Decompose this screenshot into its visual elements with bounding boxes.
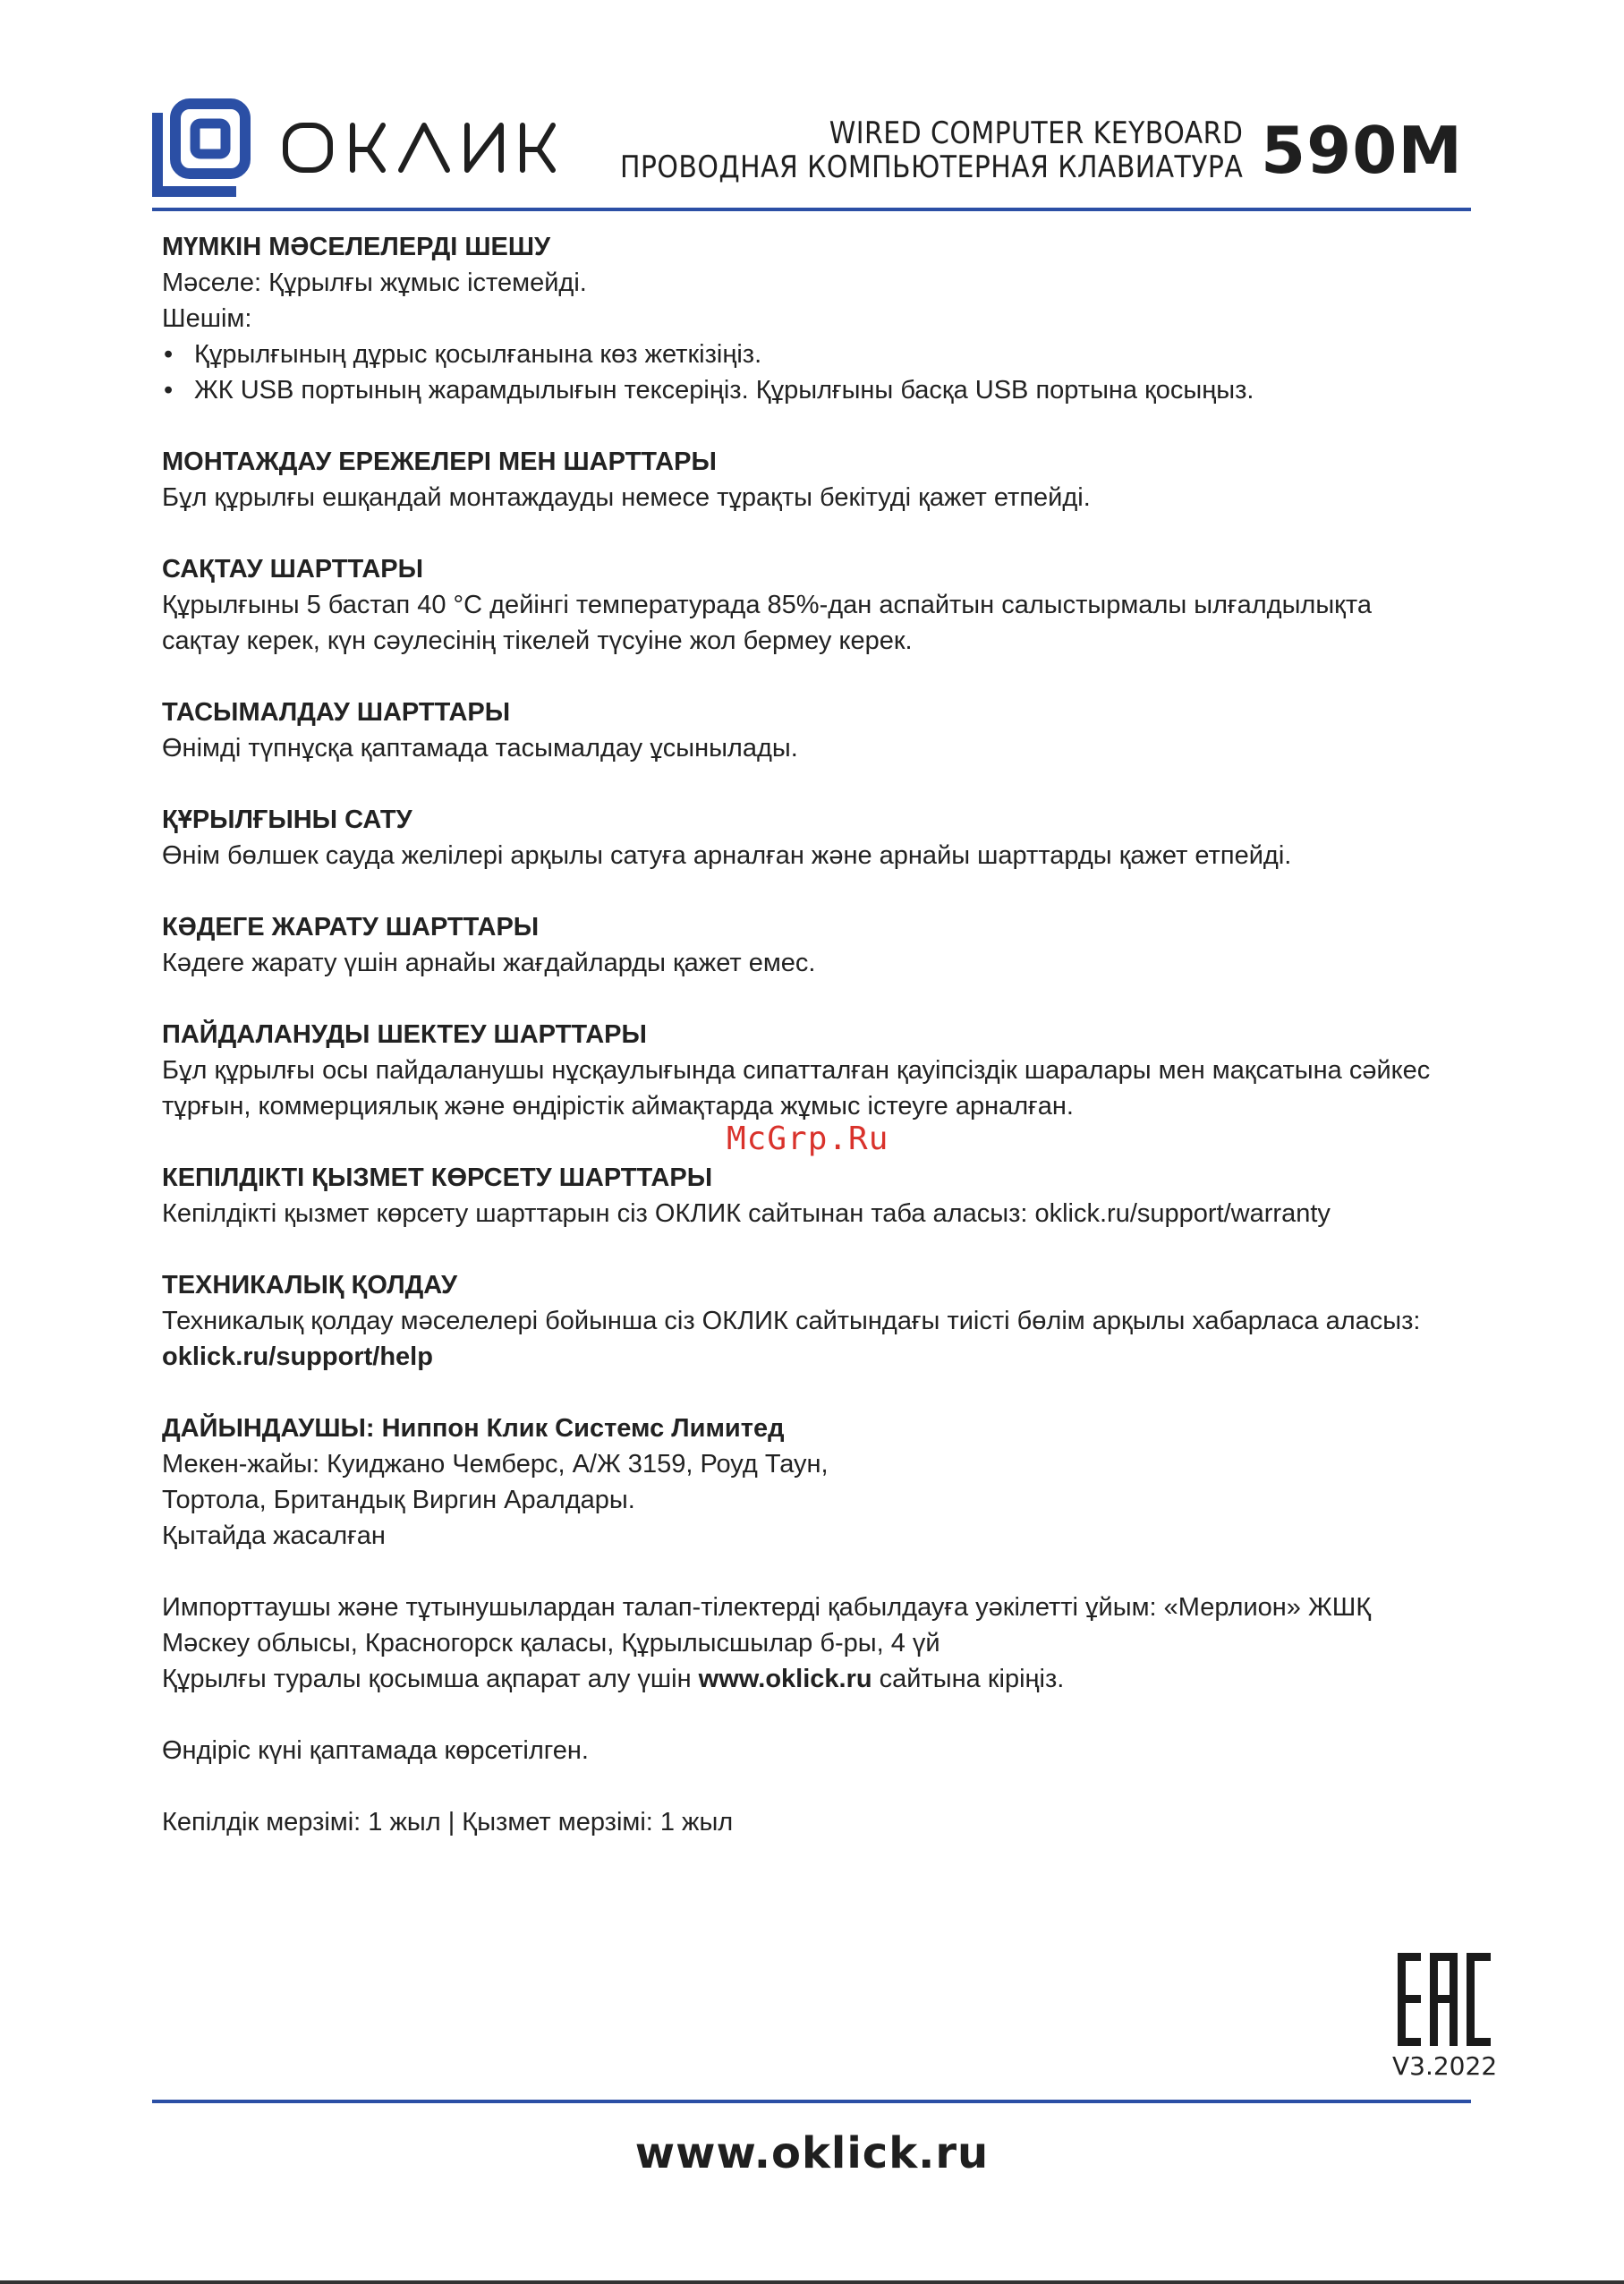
- brand-wordmark: [283, 121, 569, 175]
- brand-logo: [152, 98, 569, 197]
- troubleshooting-section: [162, 229, 1504, 408]
- section-text: Техникалық қолдау мәселелері бойынша сіз ОКЛИК сайтындағы тиісті бөлім арқылы хабарласа аласыз:: [162, 1307, 1421, 1335]
- section-title: ТАСЫМАЛДАУ ШАРТТАРЫ: [162, 698, 511, 727]
- section-text: Құрылғыны 5 бастап 40 °С дейінгі температурада 85%-дан аспайтын салыстырмалы ылғалдылықта: [162, 591, 1372, 619]
- problem-text: Мәселе: Құрылғы жұмыс істемейді.: [162, 268, 587, 297]
- section-text: Кәдеге жарату үшін арнайы жағдайларды қажет емес.: [162, 949, 816, 977]
- importer-address: Мәскеу облысы, Красногорск қаласы, Құрылысшылар б-ры, 4 үй: [162, 1629, 940, 1658]
- disposal-section: [162, 909, 1504, 981]
- oklick-logo-icon: [152, 98, 251, 197]
- header-divider: [152, 208, 1471, 211]
- product-type-ru: ПРОВОДНАЯ КОМПЬЮТЕРНАЯ КЛАВИАТУРА: [619, 149, 1244, 185]
- section-text: Бұл құрылғы осы пайдаланушы нұсқаулығында сипатталған қауіпсіздік шаралары мен мақсатына сәйкес: [162, 1056, 1431, 1085]
- warranty-section: [162, 1160, 1504, 1231]
- section-title: ПАЙДАЛАНУДЫ ШЕКТЕУ ШАРТТАРЫ: [162, 1020, 647, 1049]
- list-item: • Құрылғының дұрыс қосылғанына көз жеткізіңіз.: [162, 337, 1504, 372]
- section-text: Кепілдікті қызмет көрсету шарттарын сіз ОКЛИК сайтынан таба аласыз: oklick.ru/support/warranty: [162, 1199, 1331, 1228]
- section-title: ТЕХНИКАЛЫҚ ҚОЛДАУ: [162, 1271, 458, 1300]
- manufacturer-section: [162, 1410, 1504, 1554]
- usage-section: [162, 1017, 1504, 1124]
- product-model: 590M: [1261, 113, 1463, 188]
- terms-section: [162, 1804, 1504, 1840]
- eac-mark-icon: [1398, 1953, 1491, 2046]
- product-type-en: WIRED COMPUTER KEYBOARD: [829, 115, 1244, 151]
- section-title: ҚҰРЫЛҒЫНЫ САТУ: [162, 805, 412, 834]
- section-title: МОНТАЖДАУ ЕРЕЖЕЛЕРІ МЕН ШАРТТАРЫ: [162, 447, 717, 476]
- more-info-post: сайтына кіріңіз.: [872, 1665, 1065, 1693]
- product-heading: [535, 113, 1463, 188]
- solution-list: [162, 337, 1504, 408]
- support-link[interactable]: oklick.ru/support/help: [162, 1342, 433, 1371]
- support-section: [162, 1267, 1504, 1375]
- section-title: ДАЙЫНДАУШЫ: Ниппон Клик Системс Лимитед: [162, 1414, 785, 1443]
- watermark: McGrp.Ru: [727, 1121, 889, 1157]
- transport-section: [162, 695, 1504, 766]
- terms-text: Кепілдік мерзімі: 1 жыл | Қызмет мерзімі: 1 жыл: [162, 1808, 734, 1837]
- document-body: [162, 229, 1504, 1876]
- section-title: КӘДЕГЕ ЖАРАТУ ШАРТТАРЫ: [162, 913, 540, 942]
- section-title: КЕПІЛДІКТІ ҚЫЗМЕТ КӨРСЕТУ ШАРТТАРЫ: [162, 1163, 713, 1192]
- section-text: Өнім бөлшек сауда желілері арқылы сатуға арналған және арнайы шарттарды қажет етпейді.: [162, 841, 1292, 870]
- production-date-section: [162, 1733, 1504, 1768]
- list-item: • ЖК USB портының жарамдылығын тексеріңіз. Құрылғыны басқа USB портына қосыңыз.: [162, 372, 1504, 408]
- document-version: V3.2022: [1392, 2051, 1498, 2081]
- website-link[interactable]: www.oklick.ru: [698, 1665, 872, 1693]
- address-line: Мекен-жайы: Куиджано Чемберс, А/Ж 3159, Роуд Таун,: [162, 1450, 829, 1479]
- section-text: Өнімді түпнұсқа қаптамада тасымалдау ұсынылады.: [162, 734, 798, 763]
- product-type: [620, 116, 1243, 184]
- section-text: тұрғын, коммерциялық және өндірістік аймақтарда жұмыс істеуге арналған.: [162, 1092, 1074, 1121]
- section-title: МҮМКІН МӘСЕЛЕЛЕРДІ ШЕШУ: [162, 233, 551, 261]
- storage-section: [162, 551, 1504, 659]
- footer-website-link[interactable]: www.oklick.ru: [634, 2128, 990, 2178]
- section-text: Бұл құрылғы ешқандай монтаждауды немесе тұрақты бекітуді қажет етпейді.: [162, 483, 1091, 512]
- address-line: Тортола, Британдық Виргин Аралдары.: [162, 1486, 635, 1514]
- more-info-pre: Құрылғы туралы қосымша ақпарат алу үшін: [162, 1665, 699, 1693]
- made-in-text: Қытайда жасалған: [162, 1521, 386, 1550]
- sale-section: [162, 802, 1504, 874]
- importer-text: Импорттаушы және тұтынушылардан талап-тілектерді қабылдауға уәкілетті ұйым: «Мерлион» ЖШҚ: [162, 1593, 1372, 1622]
- page-bottom-edge: [0, 2280, 1624, 2284]
- section-text: сақтау керек, күн сәулесінің тікелей түсуіне жол бермеу керек.: [162, 626, 913, 655]
- production-date-text: Өндіріс күні қаптамада көрсетілген.: [162, 1736, 589, 1765]
- more-info-text: [162, 1661, 1504, 1697]
- solution-label: Шешім:: [162, 304, 252, 333]
- section-title: САҚТАУ ШАРТТАРЫ: [162, 555, 424, 584]
- importer-section: [162, 1589, 1504, 1697]
- footer-divider: [152, 2100, 1471, 2103]
- mounting-section: [162, 444, 1504, 516]
